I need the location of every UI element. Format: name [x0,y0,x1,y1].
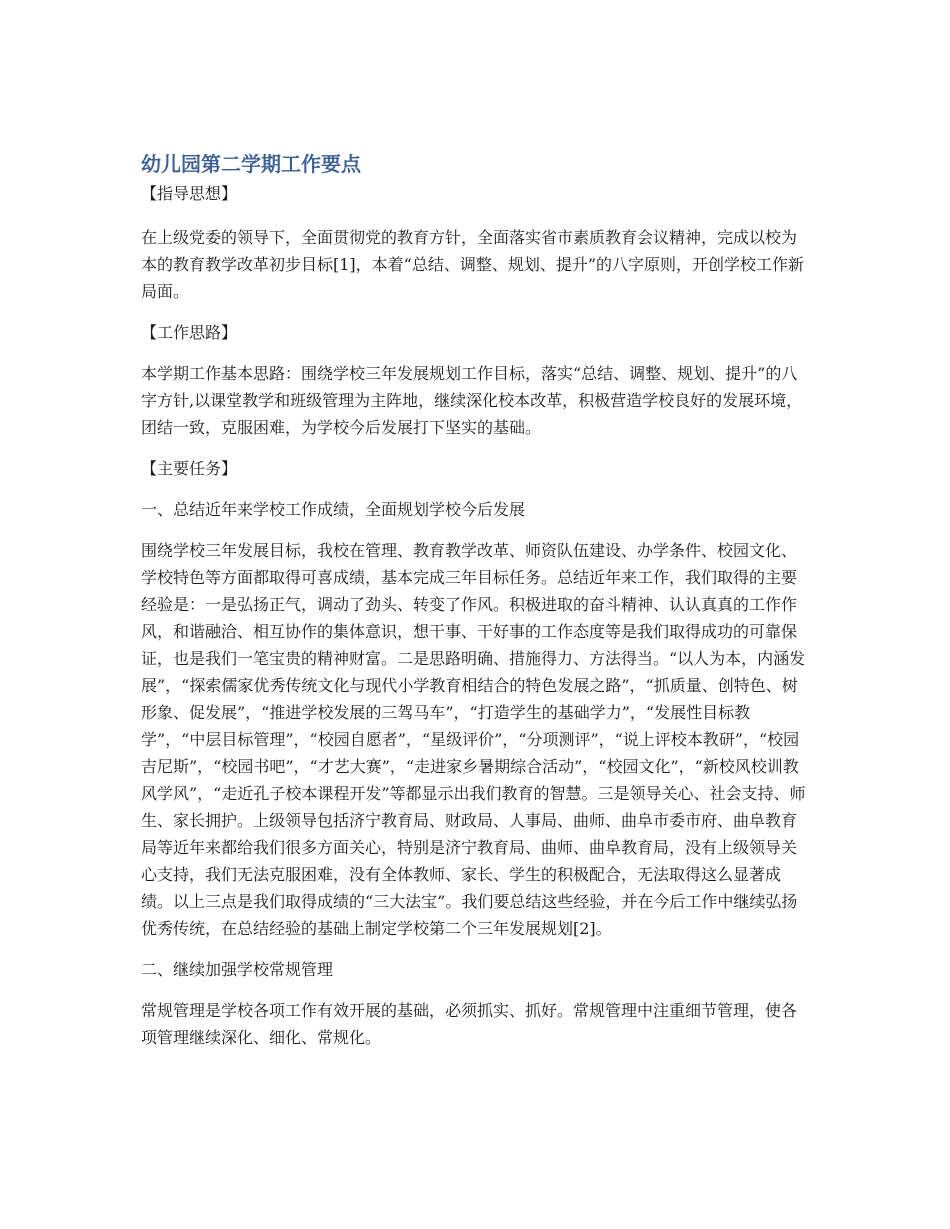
paragraph-guiding-thought: 在上级党委的领导下，全面贯彻党的教育方针，全面落实省市素质教育会议精神，完成以校为本的教育教学改革初步目标[1]，本着“总结、调整、规划、提升”的八字原则，开创学校工作新局面。 [141,228,805,301]
subheading-task-two: 二、继续加强学校常规管理 [141,960,334,979]
paragraph-work-ideas: 本学期工作基本思路：围绕学校三年发展规划工作目标，落实“总结、调整、规划、提升”的八字方针,以课堂教学和班级管理为主阵地，继续深化校本改革，积极营造学校良好的发展环境，团结一致，克服困难，为学校今后发展打下坚实的基础。 [141,364,803,437]
heading-main-tasks: 【主要任务】 [141,459,238,478]
subheading-task-one: 一、总结近年来学校工作成绩，全面规划学校今后发展 [141,500,526,519]
paragraph-task-one: 围绕学校三年发展目标，我校在管理、教育教学改革、师资队伍建设、办学条件、校园文化、学校特色等方面都取得可喜成绩，基本完成三年目标任务。总结近年来工作，我们取得的主要经验是：一是弘扬正气，调动了劲头、转变了作风。积极进取的奋斗精神、认认真真的工作作风，和谐融洽、相互协作的集体意识，想干事、干好事的工作态度等是我们取得成功的可靠保证，也是我们一笔宝贵的精神财富。二是思路明确、措施得力、方法得当。“以人为本，内涵发展”，“探索儒家优秀传统文化与现代小学教育相结合的特色发展之路”，“抓质量、创特色、树形象、促发展”，“推进学校发展的三驾马车”，“打造学生的基础学力”，“发展性目标教学”，“中层目标管理”，“校园自愿者”，“星级评价”，“分项测评”，“说上评校本教研”，“校园吉尼斯”，“校园书吧”，“才艺大赛”，“走进家乡暑期综合活动”，“校园文化”，“新校风校训教风学风”，“走近孔子校本课程开发”等都显示出我们教育的智慧。三是领导关心、社会支持、师生、家长拥护。上级领导包括济宁教育局、财政局、人事局、曲师、曲阜市委市府、曲阜教育局等近年来都给我们很多方面关心，特别是济宁教育局、曲师、曲阜教育局，没有上级领导关心支持，我们无法克服困难，没有全体教师、家长、学生的积极配合，无法取得这么显著成绩。以上三点是我们取得成绩的“三大法宝”。我们要总结这些经验，并在今后工作中继续弘扬优秀传统，在总结经验的基础上制定学校第二个三年发展规划[2]。 [141,541,806,938]
heading-work-ideas: 【工作思路】 [141,323,238,342]
document-title: 幼儿园第二学期工作要点 [141,152,361,176]
paragraph-task-two: 常规管理是学校各项工作有效开展的基础，必须抓实、抓好。常规管理中注重细节管理，使各项管理继续深化、细化、常规化。 [141,1001,798,1047]
heading-guiding-thought: 【指导思想】 [141,184,238,203]
document-page [141,150,811,1051]
